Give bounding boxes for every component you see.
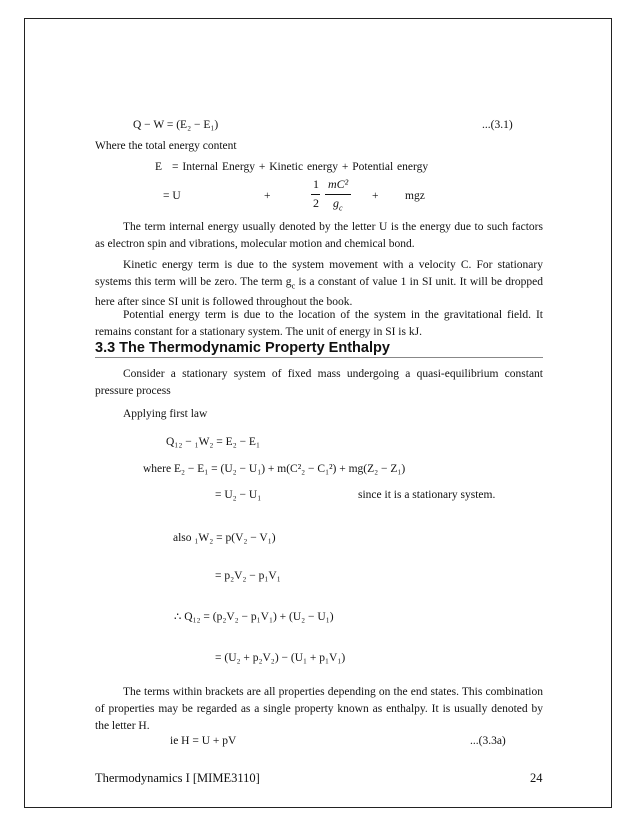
paragraph-kinetic-energy (95, 257, 543, 311)
paragraph-internal-text: The term internal energy usually denoted by the letter U is the energy due to such factors as electron spin and vibrations, molecular motion and chemical bond. (95, 221, 543, 250)
fraction-bar-main (325, 194, 351, 195)
paragraph-enthalpy (95, 684, 543, 735)
applying-first-law: Applying first law (123, 408, 208, 420)
fraction-one: 1 (313, 177, 319, 191)
equation-grouped: = (U₂ + p₂V₂) − (U₁ + p₁V₁) (215, 652, 346, 664)
footer-course-title: Thermodynamics I [MIME3110] (95, 771, 260, 785)
paragraph-potential-energy (95, 307, 543, 341)
energy-mgz: mgz (405, 190, 425, 202)
equation-also-work: also ₁W₂ = p(V₂ − V₁) (173, 532, 276, 544)
equation-first-law: Q₁₂ − ₁W₂ = E₂ − E₁ (166, 436, 260, 448)
energy-plus-2: + (372, 190, 379, 202)
equation-3-3a: ie H = U + pV (170, 735, 237, 747)
energy-plus-1: + (264, 190, 271, 202)
paragraph-consider (95, 366, 543, 400)
equation-where-line: where E₂ − E₁ = (U₂ − U₁) + m(C²₂ − C₁²) + mg(Z₂ − Z₁) (143, 463, 406, 475)
section-heading-rule (95, 357, 543, 358)
paragraph-kinetic-text-b: is a constant of value 1 in SI unit. It will be dropped here after since SI unit is followed throughout the book. (95, 276, 543, 309)
paragraph-internal-energy (95, 219, 543, 253)
equation-u-diff: = U₂ − U₁ (215, 489, 262, 501)
paragraph-kinetic-text-a: Kinetic energy term is due to the system movement with a velocity C. For stationary systems this term will be zero. The term g (95, 259, 543, 288)
equation-3-3a-tag: ...(3.3a) (470, 735, 506, 747)
fraction-denominator: $g_c$ (333, 196, 343, 213)
paragraph-potential-text: Potential energy term is due to the location of the system in the gravitational field. It remains constant for a stationary system. The unit of energy in SI is kJ. (95, 309, 543, 338)
section-heading: 3.3 The Thermodynamic Property Enthalpy (95, 340, 390, 356)
fraction-bar-half (311, 194, 320, 195)
equation-stationary-note: since it is a stationary system. (358, 489, 496, 501)
where-total-text: Where the total energy content (95, 140, 237, 152)
equation-3-1-tag: ...(3.1) (482, 119, 513, 131)
energy-lhs: E (155, 161, 163, 173)
fraction-two: 2 (313, 196, 319, 210)
footer-page-number: 24 (530, 771, 543, 785)
equation-therefore: ∴ Q₁₂ = (p₂V₂ − p₁V₁) + (U₂ − U₁) (174, 611, 334, 623)
equation-3-1: Q − W = (E₂ − E₁) (133, 119, 219, 131)
paragraph-kinetic-sub: c (291, 281, 296, 291)
equation-pv-diff: = p₂V₂ − p₁V₁ (215, 570, 281, 582)
paragraph-enthalpy-text: The terms within brackets are all properties depending on the end states. This combination of properties may be regarded as a single property known as enthalpy. It is usually denoted by the letter H. (95, 686, 543, 732)
fraction-numerator: mC² (328, 177, 349, 191)
energy-terms: = Internal Energy + Kinetic energy + Potential energy (172, 161, 429, 173)
energy-eq-u: = U (163, 190, 181, 202)
paragraph-consider-text: Consider a stationary system of fixed mass undergoing a quasi-equilibrium constant pressure process (95, 368, 543, 397)
fraction-denominator-sub: c (339, 203, 343, 213)
